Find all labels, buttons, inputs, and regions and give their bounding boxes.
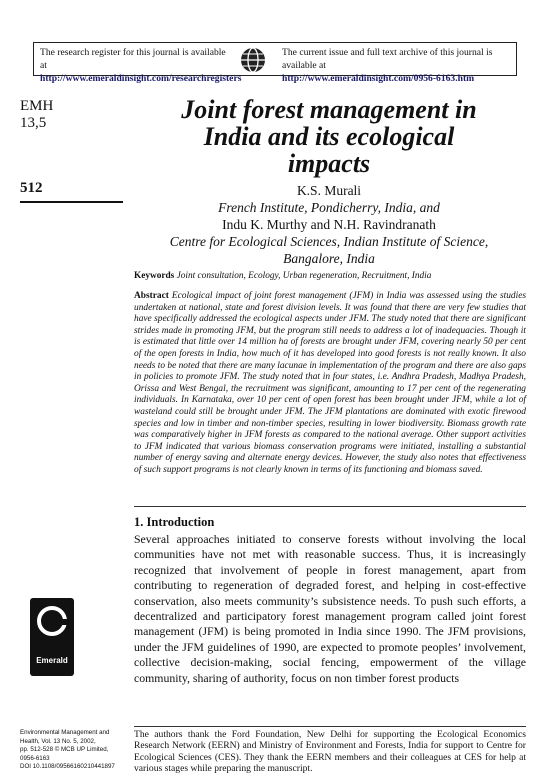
keywords [134,271,526,281]
full-text-archive-link[interactable]: http://www.emeraldinsight.com/0956-6163.htm [282,73,475,84]
journal-header-bar [33,42,517,84]
research-register-text: The research register for this journal is available at [40,47,226,71]
affiliation-2a: Centre for Ecological Sciences, Indian Institute of Science, [169,234,489,249]
affiliation-2b: Bangalore, India [283,251,375,266]
emerald-logo-ring [37,606,67,636]
author-block [134,182,524,267]
page-number: 512 [20,180,43,196]
title-line-3: impacts [287,149,371,178]
journal-code [20,98,53,132]
globe-icon [240,47,266,73]
emerald-logo-word: Emerald [36,656,68,665]
journal-info-line-3: pp. 512-528 © MCB UP Limited, [20,746,109,754]
affiliation-1: French Institute, Pondicherry, India, and [218,200,440,215]
journal-info-line-4: 0956-6163 [20,754,50,762]
author-2: Indu K. Murthy and N.H. Ravindranath [222,217,436,232]
author-1: K.S. Murali [296,183,362,198]
introduction-text: Several approaches initiated to conserve forests without involving the local communities have not met with reasonable success. Thus, it is increasingly recognized that involvement of people in forest management, apart from contributing to regeneration of degraded forest, and helping in cost-effective conservation, also meets community’s subsistence needs. To push such efforts, a decentralized and participatory forest management program called joint forest management (JFM) is being promoted in India since 1990. The JFM provisions, under the JFM guidelines of 1990, are expected to promote peoples’ involvement, collective decision-making, social fencing, empowerment of the village community, sharing of authority, focus on non timber forest products [134,532,526,685]
journal-info-line-2: Health, Vol. 13 No. 5, 2002, [20,737,96,745]
journal-abbreviation: EMH [20,98,54,114]
margin-rule [20,201,123,203]
footnote-rule [134,726,526,727]
research-register-notice [40,46,242,85]
keywords-text: Joint consultation, Ecology, Urban regeneration, Recruitment, India [176,271,432,281]
title-line-2: India and its ecological [203,122,455,151]
keywords-label: Keywords [134,271,175,281]
abstract-rule [134,506,526,507]
abstract [134,291,526,477]
full-text-archive-notice [282,46,514,85]
abstract-label: Abstract [134,291,169,301]
title-line-1: Joint forest management in [181,95,477,124]
abstract-text: Ecological impact of joint forest management (JFM) in India was assessed using the studies undertaken at national, state and forest division levels. It was found that there are very few studies that have specifically addressed the ecological aspects under JFM. The study noted that there are significant strides made in promoting JFM, but the program still needs to address a lot of inadequacies. Though it is estimated that little over 14 million ha of forests are brought under JFM, covering nearly 50 per cent of the open forests in India, how much of it has developed into good forests is not really known. It also needs to be noted that there are many lacunae in implementation of the program and there are also gaps in policies to promote JFM. The study noted that in four states, i.e. Andhra Pradesh, Madhya Pradesh, Orissa and West Bengal, the recruitment was significant, amounting to 17 per cent of the regenerating individuals. In Karnataka, over 10 per cent of open forest has been brought under JFM, while a lot of wasteland could still be brought under JFM. The JFM plantations are dominated with exotic firewood species and low in timber and non-timber species, resulting in lower biodiversity. Biomass growth rate was comparatively higher in JFM forests as compared to the national average. Other support activities to JFM indicated that various biomass conservation programs were initiated, installing a substantial number of energy saving and alternate energy devices. However, the study also notes that effectiveness of such support programs is not clearly known in terms of its functioning and biomass saved. [134,291,527,475]
journal-info-line-1: Environmental Management and [20,729,110,736]
article-title [134,96,524,177]
full-text-archive-text: The current issue and full text archive of this journal is available at [282,47,493,71]
journal-info-line-5: DOI 10.1108/09566160210441897 [20,763,115,771]
journal-volume: 13,5 [20,115,47,131]
emerald-logo [30,598,74,676]
journal-citation-info [20,729,128,772]
acknowledgement-footnote: The authors thank the Ford Foundation, New Delhi for supporting the Ecological Economics Research Network (EERN) and Ministry of Environment and Forests, India for support to Centre for Ecological Sciences (CES). They thank the EERN members and their colleagues at CES for help at various stages while preparing the manuscript. [134,729,526,775]
research-register-link[interactable]: http://www.emeraldinsight.com/researchregisters [40,73,242,84]
introduction-heading: 1. Introduction [134,515,215,529]
